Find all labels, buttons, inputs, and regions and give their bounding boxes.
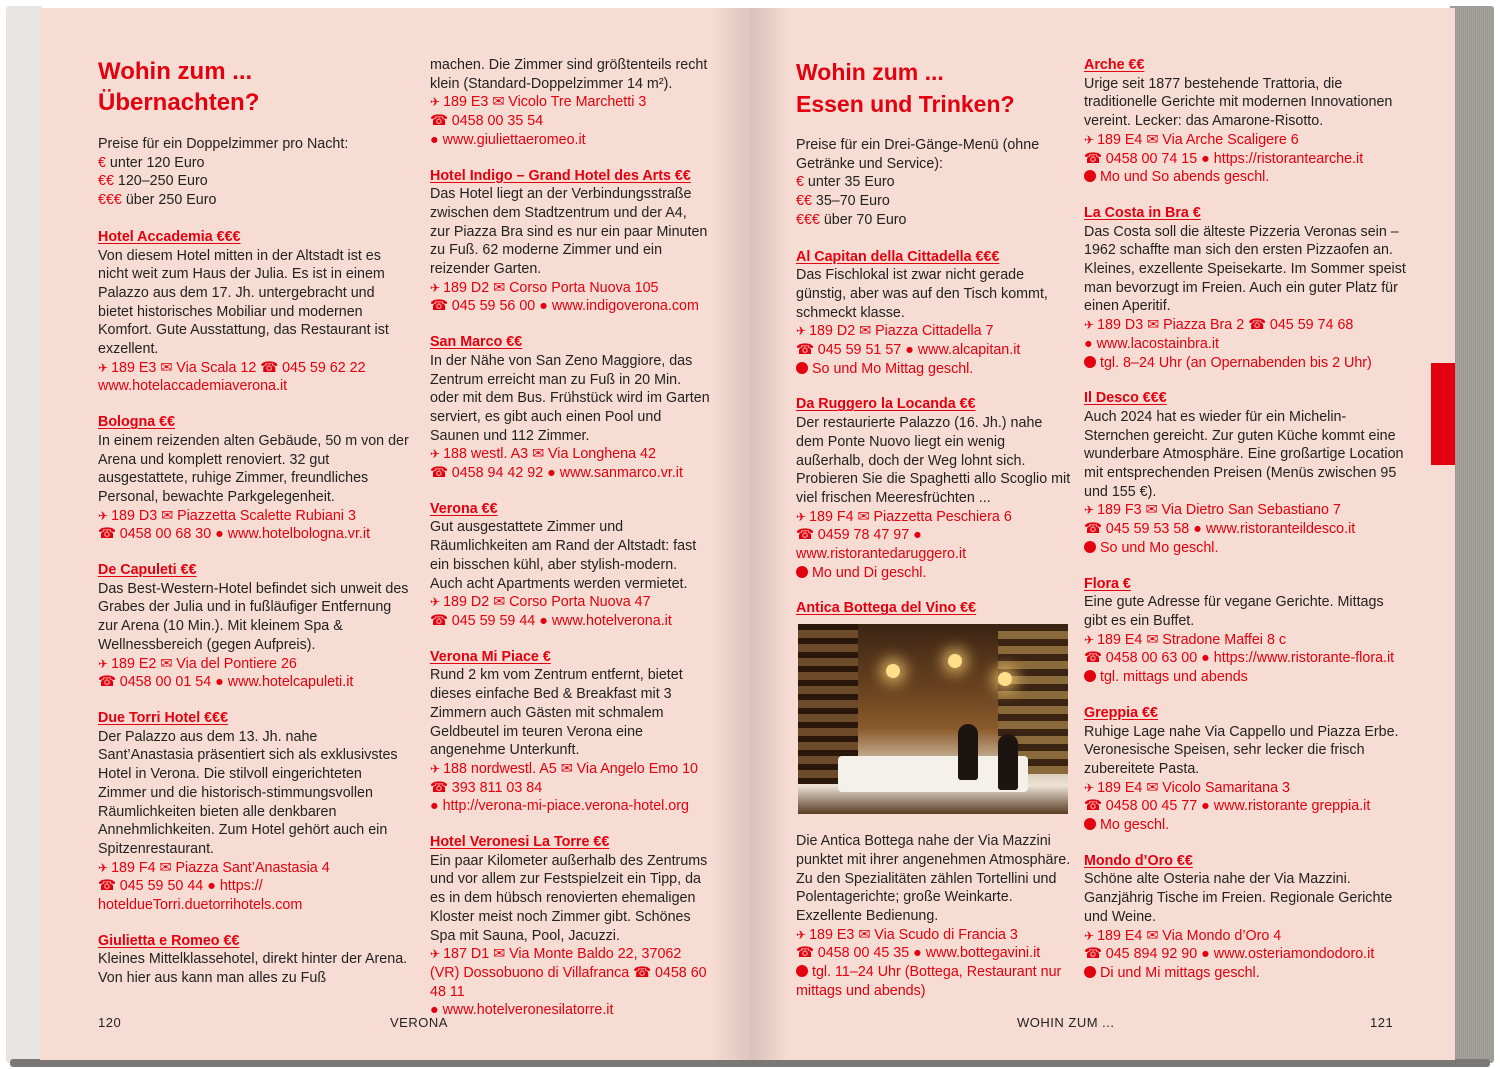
hours-text: tgl. 8–24 Uhr (an Opernabenden bis 2 Uhr) xyxy=(1100,354,1372,371)
page-edges-left xyxy=(6,6,42,1063)
heading-line: Wohin zum ... xyxy=(796,59,944,85)
entry-description: Der Palazzo aus dem 13. Jh. nahe Sant’Anastasia präsentiert sich als exklusivstes Hotel in Verona. Die stilvoll eingerichteten Zimmer und die historisch-stimmungsvollen Räumlichkeiten bieten alle denkbaren Annehmlichkeiten. Zum Hotel gehört auch ein Spitzenrestaurant. xyxy=(98,728,398,857)
entry-continued xyxy=(430,56,710,150)
entry-title[interactable]: Hotel Accademia €€€ xyxy=(98,228,241,245)
hours-text: Mo und Di geschl. xyxy=(812,564,927,581)
entry-address xyxy=(1084,779,1410,798)
entry-description: Ein paar Kilometer außerhalb des Zentrums und vor allem zur Festspielzeit ein Tipp, da es in dem hübsch renovierten ehemaligen Kloster meist noch Zimmer gibt. Schönes Spa mit Sauna, Pool, Jacuzzi. xyxy=(430,852,708,944)
entry-contact[interactable]: ☎ 0459 78 47 97 ● www.ristorantedaruggero.it xyxy=(796,527,967,563)
left-column-1 xyxy=(98,56,410,1005)
map-pin-icon: ✈ xyxy=(1084,503,1095,518)
entry-website[interactable]: ● www.giuliettaeromeo.it xyxy=(430,131,586,148)
entry-hours xyxy=(796,564,1072,583)
entry-address xyxy=(98,359,410,378)
entry-contact[interactable]: ● http://verona-mi-piace.verona-hotel.org xyxy=(430,798,689,815)
address-text: 189 D3 ✉ Piazza Bra 2 ☎ 045 59 74 68 xyxy=(1097,317,1354,334)
address-text: 189 D3 ✉ Piazzetta Scalette Rubiani 3 xyxy=(111,507,356,524)
entry-contact[interactable]: ☎ 0458 00 45 77 ● www.ristorante greppia.it xyxy=(1084,798,1371,815)
entry-contact[interactable]: ☎ 045 894 92 90 ● www.osteriamondodoro.it xyxy=(1084,946,1375,963)
list-item xyxy=(430,648,710,816)
list-item xyxy=(1084,204,1410,372)
address-text: 189 F4 ✉ Piazzetta Peschiera 6 xyxy=(809,508,1012,525)
list-item xyxy=(1084,852,1410,983)
price-symbol: €€€ xyxy=(98,192,122,209)
entry-hours xyxy=(1084,964,1410,983)
hours-text: tgl. mittags und abends xyxy=(1100,669,1248,686)
entry-list xyxy=(1084,56,1410,983)
address-text: 188 westl. A3 ✉ Via Longhena 42 xyxy=(443,446,656,463)
entry-contact[interactable]: ☎ 045 59 59 44 ● www.hotelverona.it xyxy=(430,612,672,629)
entry-description: In einem reizenden alten Gebäude, 50 m von der Arena und komplett renoviert. 32 gut ausgestattete, ruhige Zimmer, freundliches Personal, bewachte Parkgelegenheit. xyxy=(98,432,409,505)
clock-icon xyxy=(796,566,808,578)
map-pin-icon: ✈ xyxy=(1084,928,1095,943)
running-head: VERONA xyxy=(390,1015,448,1030)
left-page xyxy=(40,8,750,1060)
entry-description: Gut ausgestattete Zimmer und Räumlichkeiten am Rand der Altstadt: fast ein bisschen kühl, aber stylish-modern. Auch acht Apartments werden vermietet. xyxy=(430,519,697,592)
heading-line: Wohin zum ... xyxy=(98,58,253,85)
entry-description: Auch 2024 hat es wieder für ein Michelin-Sternchen gereicht. Zur guten Küche kommt eine wunderbare Atmosphäre. Eine großartige Location mit entsprechenden Preisen (Menüs zwischen 95 und 155 €). xyxy=(1084,408,1404,500)
entry-with-photo xyxy=(796,599,1072,1000)
lamp xyxy=(948,654,962,668)
price-list xyxy=(796,173,1072,229)
address-text: 189 E3 ✉ Via Scala 12 ☎ 045 59 62 22 xyxy=(111,359,366,376)
clock-icon xyxy=(1084,356,1096,368)
address-text: 189 D2 ✉ Piazza Cittadella 7 xyxy=(809,323,994,340)
price-text: über 70 Euro xyxy=(819,211,907,228)
entry-description: Ruhige Lage nahe Via Cappello und Piazza Erbe. Veronesische Speisen, sehr lecker die frisch zubereitete Pasta. xyxy=(1084,723,1399,777)
price-text: unter 120 Euro xyxy=(105,154,205,171)
entry-address xyxy=(98,859,410,878)
address-text: 188 nordwestl. A5 ✉ Via Angelo Emo 10 ☎ 393 811 03 84 xyxy=(430,760,698,796)
entry-hours xyxy=(1084,354,1410,373)
map-pin-icon: ✈ xyxy=(796,509,807,524)
entry-hours xyxy=(796,360,1072,379)
entry-address xyxy=(98,507,410,526)
right-column-2 xyxy=(1084,56,1410,1000)
address-text: 189 E4 ✉ Via Arche Scaligere 6 xyxy=(1097,131,1299,148)
address-text: 189 D2 ✉ Corso Porta Nuova 47 xyxy=(443,594,651,611)
map-pin-icon: ✈ xyxy=(98,508,109,523)
entry-address xyxy=(1084,131,1410,150)
entry-contact[interactable]: ● www.lacostainbra.it xyxy=(1084,335,1219,352)
entry-title[interactable]: Antica Bottega del Vino €€ xyxy=(796,600,977,617)
waiter xyxy=(998,734,1018,790)
entry-list xyxy=(796,248,1072,583)
entry-title[interactable]: De Capuleti €€ xyxy=(98,562,197,579)
lamp xyxy=(886,664,900,678)
entry-address xyxy=(430,93,710,112)
book-bottom-edge xyxy=(10,1059,1490,1067)
price-intro: Preise für ein Drei-Gänge-Menü (ohne Getränke und Service): xyxy=(796,137,1040,172)
entry-contact[interactable]: ☎ 0458 94 42 92 ● www.sanmarco.vr.it xyxy=(430,465,683,482)
hours-text: Di und Mi mittags geschl. xyxy=(1100,964,1260,981)
entry-title[interactable]: Mondo d’Oro €€ xyxy=(1084,852,1193,869)
clock-icon xyxy=(1084,818,1096,830)
address-text: 189 F4 ✉ Piazza Sant’Anastasia 4 xyxy=(111,859,330,876)
page-heading-right xyxy=(796,56,1072,120)
page-number: 120 xyxy=(98,1015,122,1030)
clock-icon xyxy=(1084,670,1096,682)
entry-title[interactable]: Greppia €€ xyxy=(1084,704,1158,721)
heading-line: Übernachten? xyxy=(98,89,260,116)
clock-icon xyxy=(1084,541,1096,553)
entry-description: In der Nähe von San Zeno Maggiore, das Zentrum erreicht man zu Fuß in 20 Min. oder mit dem Bus. Frühstück wird im Garten serviert, es gibt auch einen Pool und Saunen und 112 Zimmer. xyxy=(430,352,710,444)
price-intro: Preise für ein Doppelzimmer pro Nacht: xyxy=(98,136,349,152)
right-page xyxy=(750,8,1455,1060)
chapter-tab-marker xyxy=(1431,363,1455,465)
clock-icon xyxy=(1084,966,1096,978)
price-tier xyxy=(796,211,1072,230)
price-symbol: €€ xyxy=(796,193,812,210)
entry-list xyxy=(98,228,410,988)
entry-title[interactable]: Al Capitan della Cittadella €€€ xyxy=(796,248,1000,265)
price-text: 35–70 Euro xyxy=(811,193,890,210)
entry-contact[interactable]: ☎ 045 59 56 00 ● www.indigoverona.com xyxy=(430,298,699,315)
map-pin-icon: ✈ xyxy=(98,360,109,375)
page-heading-left xyxy=(98,56,410,118)
entry-address xyxy=(1084,316,1410,335)
page-edges-right xyxy=(1450,6,1494,1063)
address-text: 189 E4 ✉ Stradone Maffei 8 c xyxy=(1097,631,1287,648)
entry-description: Von diesem Hotel mitten in der Altstadt ist es nicht weit zum Haus der Julia. Es ist in einem Palazzo aus dem 17. Jh. untergebracht und bietet historisches Mobiliar und modernen Komfort. Gute Ausstattung, das Restaurant ist exzellent. xyxy=(98,247,389,358)
map-pin-icon: ✈ xyxy=(1084,780,1095,795)
entry-description: Kleines Mittelklassehotel, direkt hinter der Arena. Von hier aus kann man alles zu Fuß xyxy=(98,951,408,987)
clock-icon xyxy=(796,965,808,977)
address-text: 187 D1 ✉ Via Monte Baldo 22, 37062 (VR) Dossobuono di Villafranca ☎ 0458 60 48 11 xyxy=(430,946,707,1000)
map-pin-icon: ✈ xyxy=(1084,318,1095,333)
entry-contact[interactable]: ☎ 0458 00 63 00 ● https://www.ristorante-flora.it xyxy=(1084,650,1395,667)
entry-address xyxy=(430,760,710,797)
entry-address xyxy=(1084,927,1410,946)
entry-contact[interactable]: ☎ 0458 00 45 35 ● www.bottegavini.it xyxy=(796,945,1041,962)
map-pin-icon: ✈ xyxy=(430,447,441,462)
map-pin-icon: ✈ xyxy=(430,947,441,962)
clock-icon xyxy=(1084,170,1096,182)
list-item xyxy=(1084,56,1410,187)
entry-description: machen. Die Zimmer sind größtenteils recht klein (Standard-Doppelzimmer 14 m²). xyxy=(430,57,708,92)
price-symbol: € xyxy=(796,174,804,191)
entry-contact[interactable]: ☎ 045 59 53 58 ● www.ristoranteildesco.it xyxy=(1084,521,1356,538)
entry-address xyxy=(98,655,410,674)
list-item xyxy=(1084,704,1410,835)
price-list xyxy=(98,154,410,210)
hours-text: So und Mo geschl. xyxy=(1100,539,1219,556)
entry-title[interactable]: Bologna €€ xyxy=(98,414,176,431)
list-item xyxy=(430,167,710,317)
clock-icon xyxy=(796,362,808,374)
price-text: 120–250 Euro xyxy=(113,173,208,190)
list-item xyxy=(98,413,410,544)
right-column-1 xyxy=(796,56,1072,1018)
entry-contact[interactable]: ☎ 0458 00 68 30 ● www.hotelbologna.vr.it xyxy=(98,526,371,543)
waiter xyxy=(958,724,978,780)
page-number: 121 xyxy=(1370,1015,1394,1030)
entry-hours xyxy=(1084,816,1410,835)
entry-address xyxy=(430,445,710,464)
entry-contact[interactable]: ☎ 045 59 51 57 ● www.alcapitan.it xyxy=(796,342,1021,359)
entry-title[interactable]: San Marco €€ xyxy=(430,334,523,351)
map-pin-icon: ✈ xyxy=(430,95,441,110)
entry-description: Das Hotel liegt an der Verbindungsstraße zwischen dem Stadtzentrum und der A4, zur Piazza Bra sind es nur ein paar Minuten zu Fuß. 62 moderne Zimmer und ein reizender Garten. xyxy=(430,186,708,278)
price-symbol: €€ xyxy=(98,173,114,190)
entry-address xyxy=(430,945,710,1001)
map-pin-icon: ✈ xyxy=(1084,632,1095,647)
address-text: 189 E3 ✉ Vicolo Tre Marchetti 3 xyxy=(443,94,647,111)
entry-address xyxy=(796,926,1072,945)
list-item xyxy=(1084,389,1410,557)
address-text: 189 E2 ✉ Via del Pontiere 26 xyxy=(111,655,297,672)
address-text: 189 E4 ✉ Via Mondo d’Oro 4 xyxy=(1097,927,1282,944)
entry-description: Der restaurierte Palazzo (16. Jh.) nahe dem Ponte Nuovo liegt ein wenig außerhalb, doch der Weg lohnt sich. Probieren Sie die Spaghetti allo Scoglio mit viel frischen Meeresfrüchten ... xyxy=(796,415,1071,506)
entry-description: Das Fischlokal ist zwar nicht gerade günstig, aber was auf den Tisch kommt, schmeckt klasse. xyxy=(796,267,1048,321)
list-item xyxy=(98,228,410,396)
map-pin-icon: ✈ xyxy=(98,656,109,671)
entry-address xyxy=(796,508,1072,527)
map-pin-icon: ✈ xyxy=(430,595,441,610)
entry-description: Eine gute Adresse für vegane Gerichte. Mittags gibt es ein Buffet. xyxy=(1084,594,1384,629)
left-column-2 xyxy=(430,56,710,1037)
entry-title[interactable]: Giulietta e Romeo €€ xyxy=(98,932,240,949)
price-symbol: € xyxy=(98,154,106,171)
list-item xyxy=(98,561,410,692)
hours-text: So und Mo Mittag geschl. xyxy=(812,360,974,377)
price-tier xyxy=(98,154,410,173)
list-item xyxy=(796,395,1072,582)
price-tier xyxy=(796,192,1072,211)
gutter-shadow-right xyxy=(750,8,790,1060)
map-pin-icon: ✈ xyxy=(796,927,807,942)
entry-title[interactable]: Hotel Indigo – Grand Hotel des Arts €€ xyxy=(430,167,691,184)
entry-description: Urige seit 1877 bestehende Trattoria, die traditionelle Gerichte mit modernen Innovationen vereint. Lecker: das Amarone-Risotto. xyxy=(1084,75,1393,130)
entry-contact[interactable]: www.hotelaccademiaverona.it xyxy=(98,378,288,395)
entry-address xyxy=(1084,501,1410,520)
map-pin-icon: ✈ xyxy=(430,761,441,776)
price-symbol: €€€ xyxy=(796,211,820,228)
hours-text: tgl. 11–24 Uhr (Bottega, Restaurant nur mittags und abends) xyxy=(796,964,1062,999)
entry-description: Das Costa soll die älteste Pizzeria Veronas sein – 1962 schaffte man sich den ersten Pizzaofen an. Kleines, exzellente Speisekarte. Im Sommer speist man bevorzugt im Freien. Auch ein guter Platz für einen Aperitif. xyxy=(1084,223,1406,315)
gutter-shadow-left xyxy=(710,8,750,1060)
entry-hours xyxy=(1084,168,1410,187)
price-tier xyxy=(98,172,410,191)
price-tier xyxy=(796,173,1072,192)
list-item xyxy=(430,500,710,631)
list-item xyxy=(1084,575,1410,687)
entry-title[interactable]: Verona €€ xyxy=(430,500,498,517)
hours-text: Mo geschl. xyxy=(1100,817,1170,834)
entry-description: Die Antica Bottega nahe der Via Mazzini punktet mit ihrer angenehmen Atmosphäre. Zu den Spezialitäten zählen Tortellini und Polentagerichte; große Weinkarte. Exzellente Bedienung. xyxy=(796,833,1071,924)
entry-hours xyxy=(1084,539,1410,558)
map-pin-icon: ✈ xyxy=(430,280,441,295)
address-text: 189 E4 ✉ Vicolo Samaritana 3 xyxy=(1097,779,1290,796)
entry-contact[interactable]: ☎ 0458 00 74 15 ● https://ristorantearche.it xyxy=(1084,150,1364,167)
entry-title[interactable]: Da Ruggero la Locanda €€ xyxy=(796,396,976,413)
entry-address xyxy=(796,322,1072,341)
list-item xyxy=(430,833,710,1020)
map-pin-icon: ✈ xyxy=(796,324,807,339)
entry-title[interactable]: La Costa in Bra € xyxy=(1084,204,1201,221)
list-item xyxy=(98,932,410,988)
entry-contact[interactable]: ☎ 0458 00 01 54 ● www.hotelcapuleti.it xyxy=(98,674,354,691)
price-text: unter 35 Euro xyxy=(803,174,895,191)
entry-title[interactable]: Due Torri Hotel €€€ xyxy=(98,709,229,726)
price-text: über 250 Euro xyxy=(121,192,217,209)
heading-line: Essen und Trinken? xyxy=(796,91,1015,117)
entry-contact[interactable]: ☎ 045 59 50 44 ● https:// hoteldueTorri.duetorrihotels.com xyxy=(98,878,303,914)
entry-phone: ☎ 0458 00 35 54 xyxy=(430,113,544,130)
entry-description: Rund 2 km vom Zentrum entfernt, bietet dieses einfache Bed & Breakfast mit 3 Zimmern auch Gästen mit schmalem Geldbeutel im teuren Verona eine angenehme Unterkunft. xyxy=(430,667,683,759)
entry-contact[interactable]: ● www.hotelveronesilatorre.it xyxy=(430,1002,614,1019)
address-text: 189 E3 ✉ Via Scudo di Francia 3 xyxy=(809,926,1018,943)
hours-text: Mo und So abends geschl. xyxy=(1100,169,1270,186)
entry-title[interactable]: Verona Mi Piace € xyxy=(430,648,551,665)
address-text: 189 D2 ✉ Corso Porta Nuova 105 xyxy=(443,279,659,296)
restaurant-photo xyxy=(798,624,1068,814)
entry-list xyxy=(430,167,710,1021)
price-tier xyxy=(98,191,410,210)
running-head: WOHIN ZUM ... xyxy=(1017,1015,1115,1030)
entry-title[interactable]: Il Desco €€€ xyxy=(1084,390,1167,407)
map-pin-icon: ✈ xyxy=(1084,132,1095,147)
entry-hours xyxy=(796,963,1072,1000)
entry-title[interactable]: Hotel Veronesi La Torre €€ xyxy=(430,834,610,851)
list-item xyxy=(430,333,710,483)
entry-hours xyxy=(1084,668,1410,687)
entry-address xyxy=(430,593,710,612)
map-pin-icon: ✈ xyxy=(98,860,109,875)
list-item xyxy=(796,248,1072,379)
entry-title[interactable]: Flora € xyxy=(1084,575,1131,592)
entry-address xyxy=(1084,631,1410,650)
entry-description: Schöne alte Osteria nahe der Via Mazzini. Ganzjährig Tische im Freien. Regionale Gerichte und Weine. xyxy=(1084,871,1393,925)
entry-address xyxy=(430,279,710,298)
entry-description: Das Best-Western-Hotel befindet sich unweit des Grabes der Julia und in fußläufiger Entfernung zur Arena (10 Min.). Mit kleinem Spa & Wellnessbereich (gegen Aufpreis). xyxy=(98,580,409,653)
entry-title[interactable]: Arche €€ xyxy=(1084,57,1145,73)
list-item xyxy=(98,709,410,915)
address-text: 189 F3 ✉ Via Dietro San Sebastiano 7 xyxy=(1097,502,1341,519)
